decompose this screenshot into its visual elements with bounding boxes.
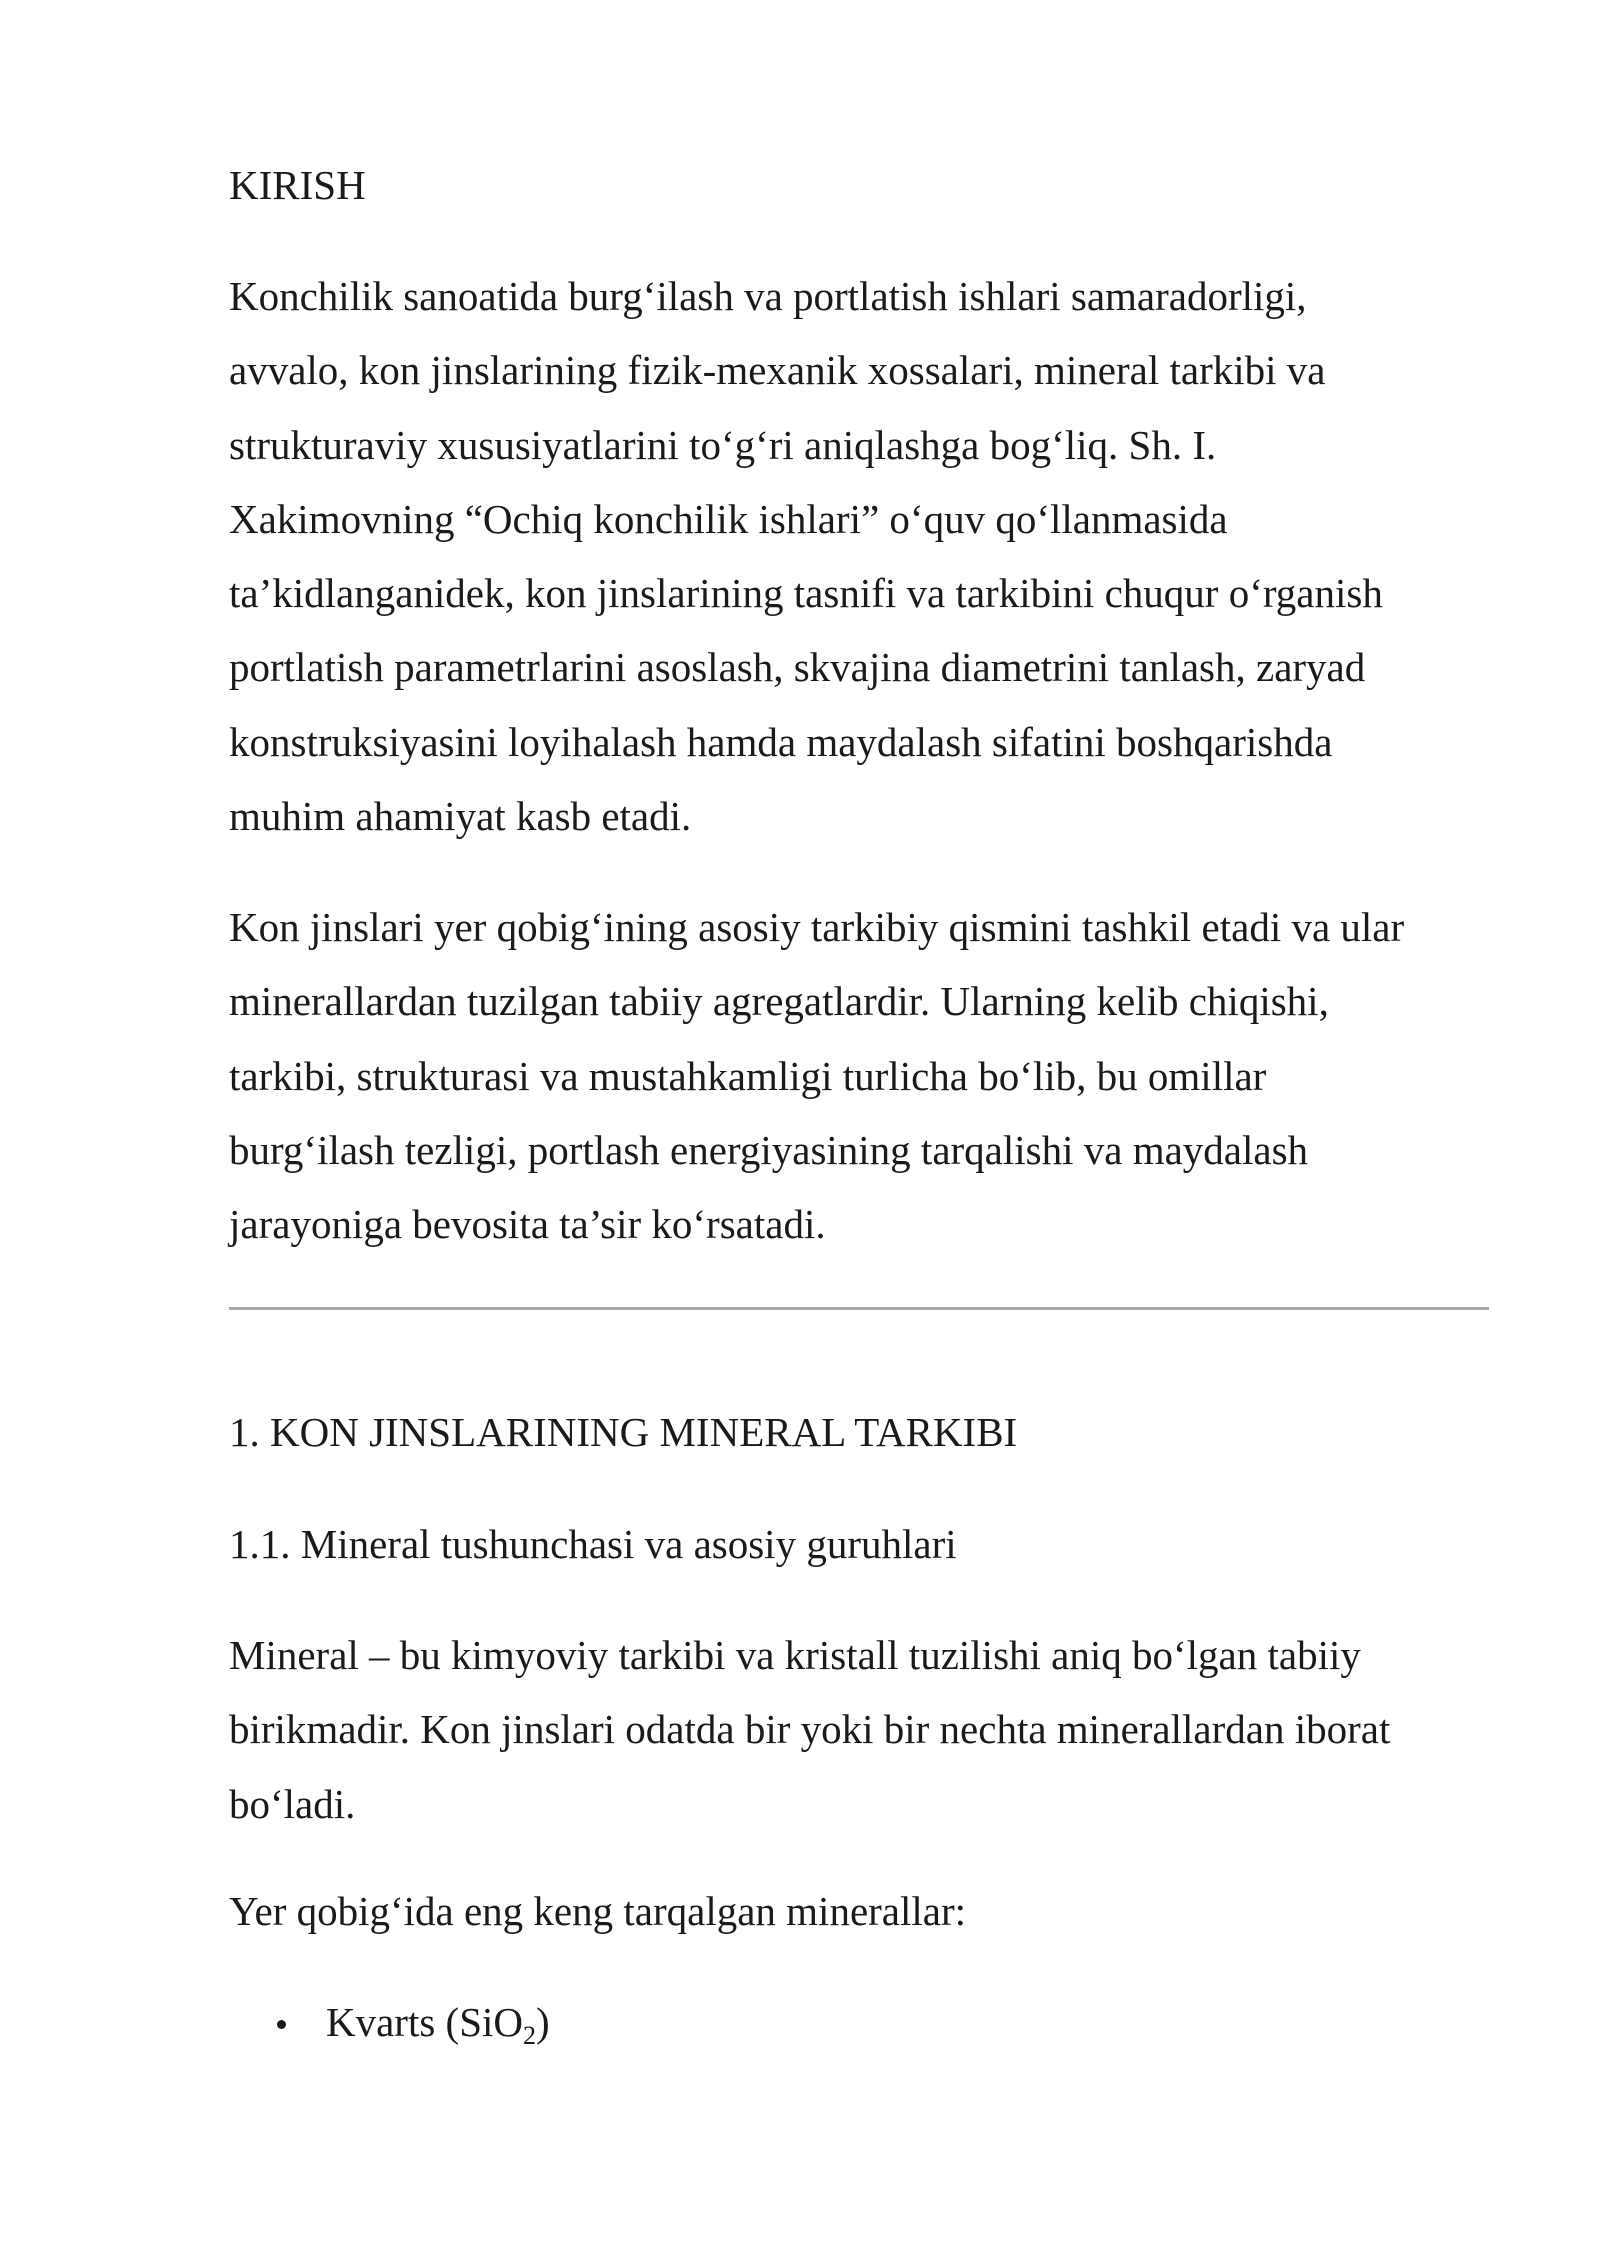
paragraph-line: Konchilik sanoatida burg‘ilash va portlatish ishlari samaradorligi, (229, 273, 1307, 319)
paragraph-line: ta’kidlanganidek, kon jinslarining tasnifi va tarkibini chuqur o‘rganish (229, 570, 1383, 617)
horizontal-divider (229, 1307, 1489, 1310)
intro-paragraph-1 (229, 259, 1383, 853)
bullet-icon (277, 2020, 286, 2029)
paragraph-line: burg‘ilash tezligi, portlash energiyasining tarqalishi va maydalash (229, 1126, 1309, 1173)
section-paragraph-1 (229, 1618, 1390, 1841)
paragraph-line: minerallardan tuzilgan tabiiy agregatlardir. Ularning kelib chiqishi, (229, 978, 1329, 1025)
mineral-name: Kvarts (SiO (326, 1999, 524, 2045)
paragraph-line: Xakimovning “Ochiq konchilik ishlari” o‘quv qo‘llanmasida (229, 495, 1228, 542)
list-intro: Yer qobig‘ida eng keng tarqalgan minerallar: (229, 1888, 967, 1934)
paragraph-line: muhim ahamiyat kasb etadi. (229, 793, 692, 840)
paragraph-line: portlatish parametrlarini asoslash, skvajina diametrini tanlash, zaryad (229, 644, 1366, 691)
paragraph-line: strukturaviy xususiyatlarini to‘g‘ri aniqlashga bog‘liq. Sh. I. (229, 421, 1217, 468)
paragraph-line: tarkibi, strukturasi va mustahkamligi turlicha bo‘lib, bu omillar (229, 1052, 1267, 1099)
paragraph-line: Kon jinslari yer qobig‘ining asosiy tarkibiy qismini tashkil etadi va ular (229, 904, 1405, 950)
mineral-subscript: 2 (523, 2021, 537, 2050)
paragraph-line: konstruksiyasini loyihalash hamda maydalash sifatini boshqarishda (229, 718, 1333, 765)
paragraph-line: Mineral – bu kimyoviy tarkibi va kristall tuzilishi aniq bo‘lgan tabiiy (229, 1632, 1361, 1678)
paragraph-line: bo‘ladi. (229, 1780, 356, 1827)
mineral-suffix: ) (536, 1999, 550, 2045)
subsection-heading: 1.1. Mineral tushunchasi va asosiy guruhlari (229, 1521, 957, 1567)
intro-heading: KIRISH (229, 162, 366, 208)
paragraph-line: jarayoniga bevosita ta’sir ko‘rsatadi. (229, 1201, 826, 1248)
paragraph-line: avvalo, kon jinslarining fizik-mexanik xossalari, mineral tarkibi va (229, 347, 1326, 394)
list-item-text (326, 1985, 550, 2059)
paragraph-line: birikmadir. Kon jinslari odatda bir yoki bir nechta minerallardan iborat (229, 1706, 1391, 1753)
intro-paragraph-2 (229, 890, 1404, 1261)
section-heading: 1. KON JINSLARINING MINERAL TARKIBI (229, 1409, 1018, 1455)
